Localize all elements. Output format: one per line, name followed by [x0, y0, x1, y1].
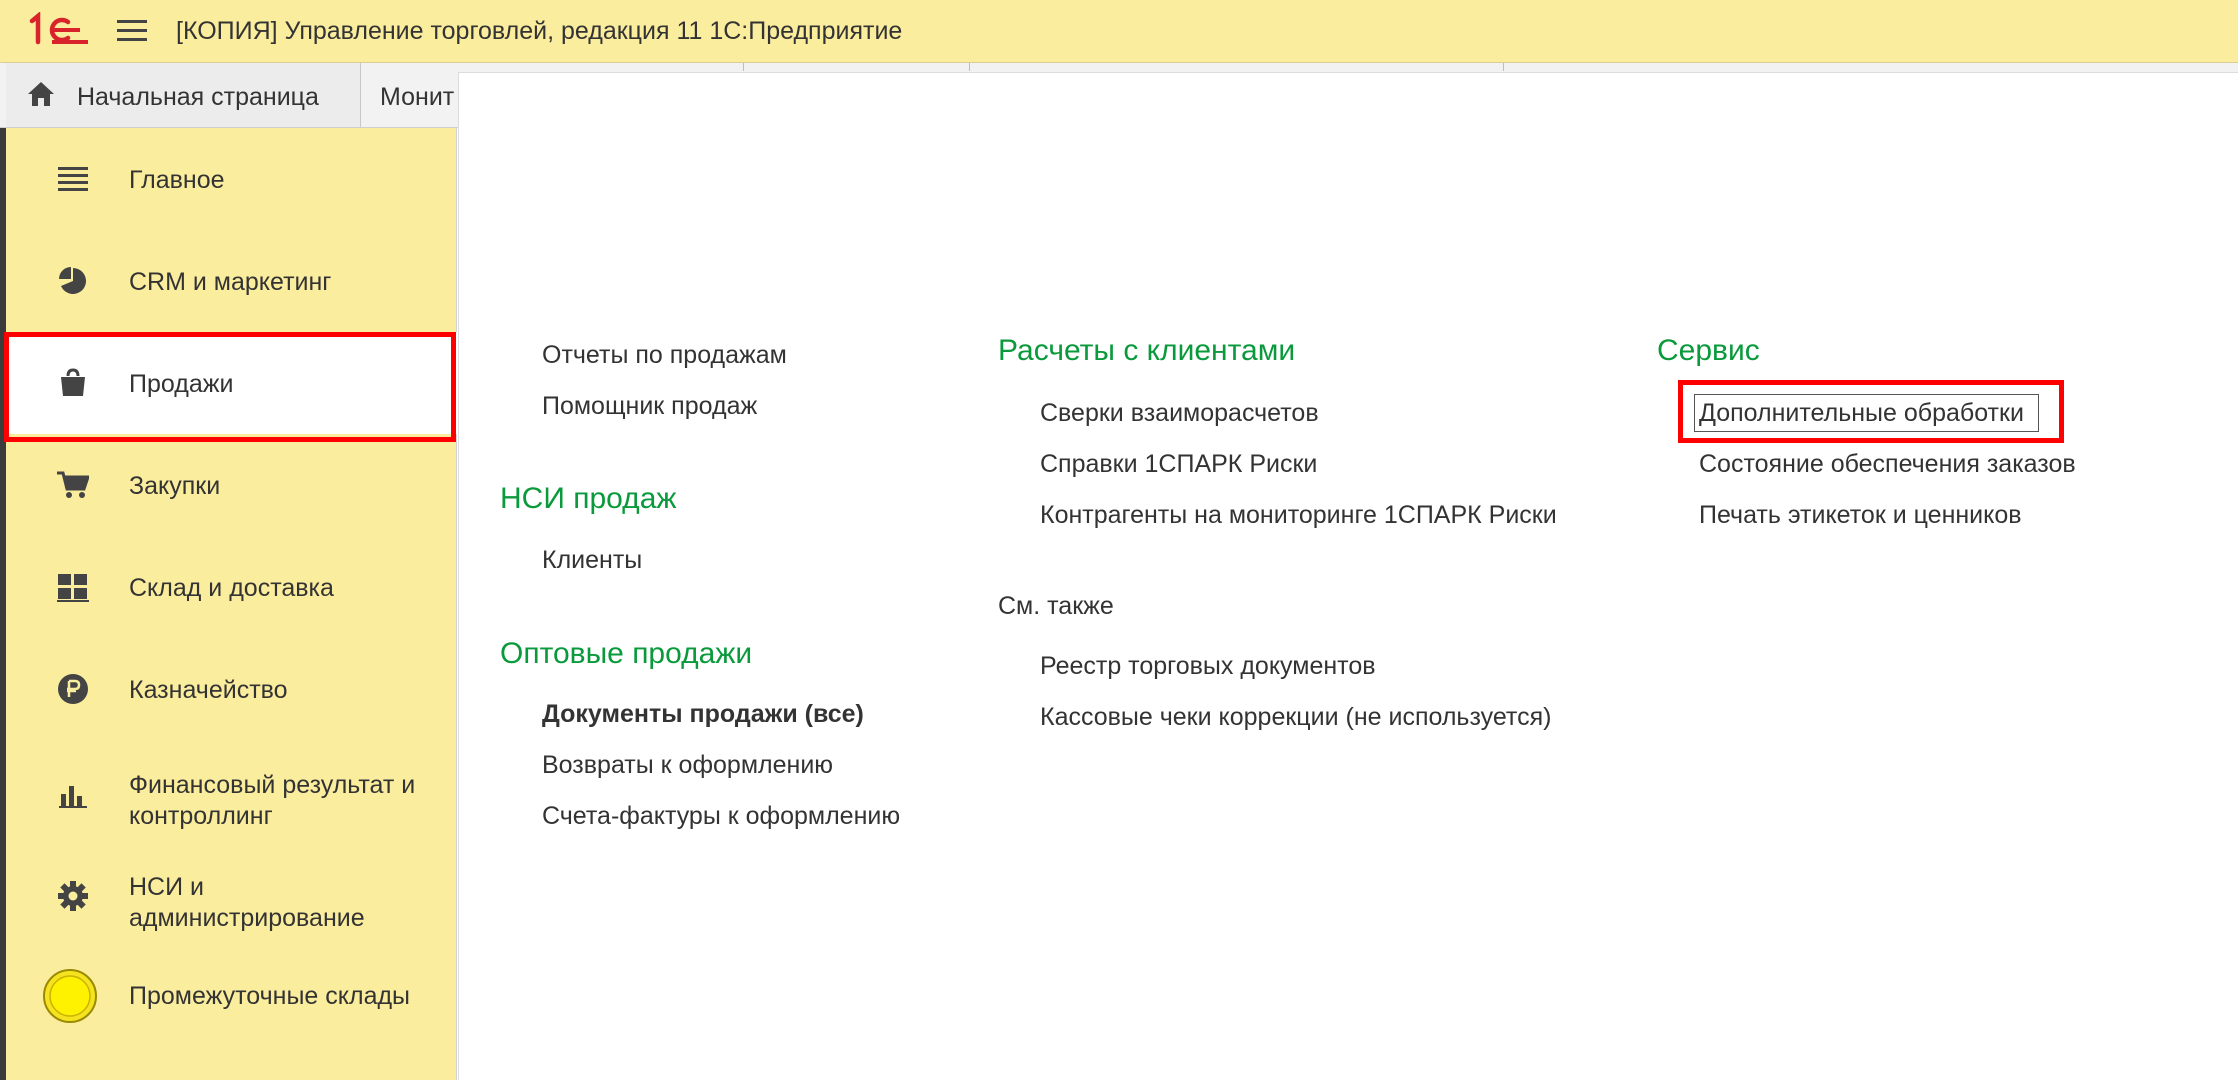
section-sales[interactable] — [6, 332, 457, 434]
tab-home-label: Начальная страница — [77, 83, 319, 111]
sections-panel — [6, 128, 457, 1080]
heading-nsi-sales: НСИ продаж — [500, 482, 677, 515]
list-icon — [51, 157, 95, 201]
link-correction-receipts[interactable]: Кассовые чеки коррекции (не используется) — [1040, 703, 1552, 731]
link-order-provision-status[interactable]: Состояние обеспечения заказов — [1699, 450, 2076, 478]
link-sales-reports[interactable]: Отчеты по продажам — [542, 341, 787, 369]
shopping-bag-icon — [51, 361, 95, 405]
section-label: Закупки — [129, 472, 221, 500]
1c-logo-icon — [28, 12, 92, 48]
title-bar — [0, 0, 2238, 63]
heading-service: Сервис — [1657, 334, 1760, 367]
see-also-label: См. также — [998, 592, 1114, 620]
link-spark-risk-references[interactable]: Справки 1СПАРК Риски — [1040, 450, 1318, 478]
section-intermediate-warehouses[interactable] — [6, 944, 457, 1046]
sales-section-content — [458, 72, 2238, 1080]
section-crm[interactable] — [6, 230, 457, 332]
section-treasury[interactable] — [6, 638, 457, 740]
link-sales-documents-all[interactable]: Документы продажи (все) — [542, 700, 864, 728]
tab-home[interactable] — [6, 63, 361, 127]
link-print-labels-price-tags[interactable]: Печать этикеток и ценников — [1699, 501, 2022, 529]
section-label: Продажи — [129, 370, 234, 398]
link-returns-to-process[interactable]: Возвраты к оформлению — [542, 751, 834, 779]
gear-icon — [51, 874, 95, 918]
link-settlement-reconciliations[interactable]: Сверки взаиморасчетов — [1040, 399, 1319, 427]
section-label: НСИ и администрирование — [129, 873, 365, 932]
link-additional-processing[interactable]: Дополнительные обработки — [1699, 399, 2024, 427]
section-label: Казначейство — [129, 676, 288, 704]
section-label: Промежуточные склады — [129, 982, 411, 1010]
tab-monitoring-label: Монит — [380, 83, 455, 111]
warehouse-grid-icon — [51, 565, 95, 609]
section-warehouse[interactable] — [6, 536, 457, 638]
home-icon — [26, 79, 56, 109]
pie-chart-icon — [51, 259, 95, 303]
section-label: Финансовый результат и контроллинг — [129, 771, 416, 830]
section-purchases[interactable] — [6, 434, 457, 536]
yellow-circle-icon — [42, 968, 98, 1024]
section-nsi-admin[interactable] — [6, 842, 457, 944]
tab-monitoring[interactable] — [362, 63, 457, 127]
tab-separator — [969, 63, 970, 71]
link-trade-documents-register[interactable]: Реестр торговых документов — [1040, 652, 1376, 680]
app-title: [КОПИЯ] Управление торговлей, редакция 11 1С:Предприятие — [176, 17, 903, 45]
link-spark-monitored-counterparties[interactable]: Контрагенты на мониторинге 1СПАРК Риски — [1040, 501, 1557, 529]
section-label: CRM и маркетинг — [129, 268, 332, 296]
link-clients[interactable]: Клиенты — [542, 546, 643, 574]
section-financial-result[interactable] — [6, 740, 457, 842]
ruble-coin-icon — [51, 667, 95, 711]
link-invoices-to-process[interactable]: Счета-фактуры к оформлению — [542, 802, 901, 830]
section-label: Главное — [129, 166, 225, 194]
heading-client-settlements: Расчеты с клиентами — [998, 334, 1296, 367]
link-sales-assistant[interactable]: Помощник продаж — [542, 392, 758, 420]
main-menu-button[interactable] — [117, 17, 147, 45]
tab-separator — [743, 63, 744, 71]
tab-separator — [1503, 63, 1504, 71]
heading-wholesale: Оптовые продажи — [500, 637, 753, 670]
section-main[interactable] — [6, 128, 457, 230]
cart-icon — [51, 463, 95, 507]
bar-chart-icon — [51, 773, 95, 817]
section-label: Склад и доставка — [129, 574, 334, 602]
